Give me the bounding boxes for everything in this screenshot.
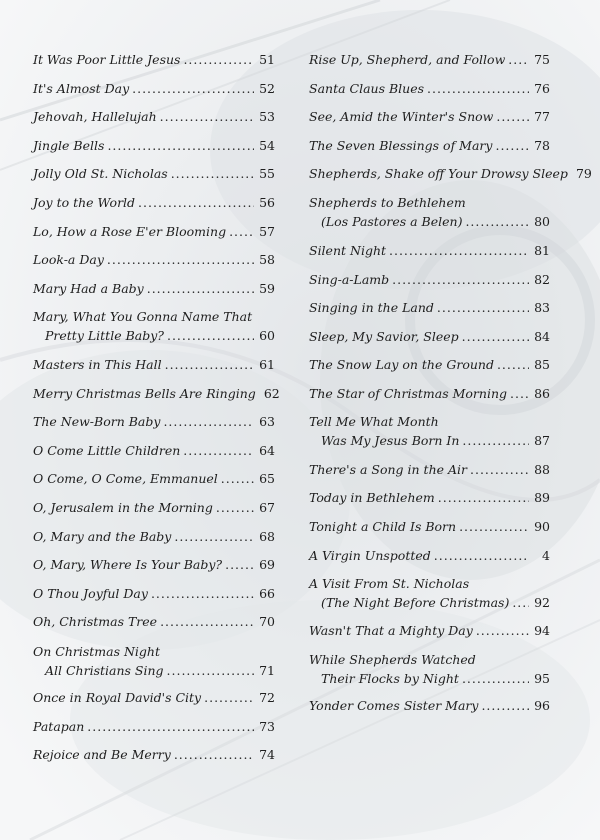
- entry-title-continued: (Los Pastores a Belen): [321, 214, 463, 229]
- toc-entry[interactable]: [33, 193, 275, 212]
- entry-title: A Visit From St. Nicholas: [309, 576, 470, 591]
- dot-leader: [462, 669, 529, 688]
- entry-title: Today in Bethlehem: [309, 490, 435, 505]
- toc-entry[interactable]: [309, 355, 550, 374]
- toc-entry[interactable]: [33, 441, 275, 460]
- toc-entry[interactable]: [309, 621, 550, 640]
- toc-entry[interactable]: [309, 327, 550, 346]
- entry-page-number: 66: [259, 586, 275, 601]
- entry-page-number: 92: [534, 595, 550, 610]
- dot-leader: [204, 688, 254, 707]
- entry-page-number: 76: [534, 81, 550, 96]
- entry-page-number: 95: [534, 671, 550, 686]
- toc-entry[interactable]: [309, 298, 550, 317]
- dot-leader: [434, 546, 529, 565]
- toc-entry[interactable]: [33, 469, 275, 488]
- dot-leader: [462, 431, 529, 450]
- toc-entry[interactable]: [309, 460, 550, 479]
- entry-title: Oh, Christmas Tree: [33, 614, 158, 629]
- entry-title: Wasn't That a Mighty Day: [309, 623, 473, 638]
- entry-page-number: 59: [259, 281, 275, 296]
- toc-entry[interactable]: [33, 222, 275, 241]
- entry-title: Yonder Comes Sister Mary: [309, 698, 479, 713]
- dot-leader: [221, 469, 254, 488]
- dot-leader: [160, 612, 254, 631]
- dot-leader: [389, 241, 529, 260]
- dot-leader: [459, 517, 529, 536]
- toc-entry[interactable]: [309, 270, 550, 289]
- toc-entry[interactable]: [309, 164, 592, 183]
- entry-page-number: 75: [534, 52, 550, 67]
- entry-title: O, Jerusalem in the Morning: [33, 500, 213, 515]
- dot-leader: [165, 355, 254, 374]
- toc-entry[interactable]: [33, 412, 275, 431]
- entry-title: O Come Little Children: [33, 443, 181, 458]
- toc-entry[interactable]: [33, 250, 275, 269]
- dot-leader: [147, 279, 254, 298]
- entry-page-number: 89: [534, 490, 550, 505]
- entry-title: Mary Had a Baby: [33, 281, 144, 296]
- dot-leader: [183, 50, 254, 69]
- entry-page-number: 74: [259, 747, 275, 762]
- entry-page-number: 57: [259, 224, 275, 239]
- dot-leader: [138, 193, 254, 212]
- dot-leader: [225, 555, 254, 574]
- entry-title: Rejoice and Be Merry: [33, 747, 171, 762]
- toc-entry[interactable]: [309, 517, 550, 536]
- toc-entry[interactable]: [309, 546, 550, 565]
- entry-title: The Snow Lay on the Ground: [309, 357, 494, 372]
- toc-entry[interactable]: [33, 355, 275, 374]
- dot-leader: [183, 441, 254, 460]
- entry-title: O, Mary, Where Is Your Baby?: [33, 557, 223, 572]
- entry-title: Once in Royal David's City: [33, 690, 202, 705]
- entry-page-number: 62: [263, 386, 280, 401]
- entry-title-continued: Pretty Little Baby?: [45, 328, 164, 343]
- entry-page-number: 58: [259, 252, 275, 267]
- toc-entry[interactable]: [33, 555, 275, 574]
- toc-entry[interactable]: [309, 79, 550, 98]
- entry-title: See, Amid the Winter's Snow: [309, 109, 494, 124]
- dot-leader: [160, 107, 254, 126]
- entry-title: Jingle Bells: [33, 138, 105, 153]
- dot-leader: [438, 488, 529, 507]
- dot-leader: [476, 621, 529, 640]
- toc-entry[interactable]: [33, 384, 280, 403]
- entry-page-number: 87: [534, 433, 550, 448]
- entry-title: The New-Born Baby: [33, 414, 161, 429]
- entry-title-continued: (The Night Before Christmas): [321, 595, 510, 610]
- entry-page-number: 73: [259, 719, 275, 734]
- entry-page-number: 88: [534, 462, 550, 477]
- entry-title: While Shepherds Watched: [309, 652, 476, 667]
- entry-page-number: 84: [534, 329, 550, 344]
- entry-page-number: 82: [534, 272, 550, 287]
- dot-leader: [470, 460, 529, 479]
- entry-page-number: 63: [259, 414, 275, 429]
- dot-leader: [427, 79, 529, 98]
- toc-entry[interactable]: [309, 107, 550, 126]
- entry-page-number: 77: [534, 109, 550, 124]
- entry-title: Rise Up, Shepherd, and Follow: [309, 52, 506, 67]
- toc-entry[interactable]: [309, 696, 550, 715]
- dot-leader: [167, 661, 254, 680]
- dot-leader: [216, 498, 254, 517]
- entry-title: It Was Poor Little Jesus: [33, 52, 181, 67]
- entry-title: Lo, How a Rose E'er Blooming: [33, 224, 227, 239]
- entry-page-number: 56: [259, 195, 275, 210]
- toc-entry[interactable]: [309, 412, 550, 450]
- entry-title: Joy to the World: [33, 195, 136, 210]
- dot-leader: [510, 384, 529, 403]
- entry-title: It's Almost Day: [33, 81, 130, 96]
- toc-entry[interactable]: [309, 136, 550, 155]
- dot-leader: [481, 696, 529, 715]
- entry-page-number: 54: [259, 138, 275, 153]
- entry-title: Shepherds, Shake off Your Drowsy Sleep: [309, 166, 568, 181]
- toc-entry[interactable]: [309, 241, 550, 260]
- toc-entry[interactable]: [33, 498, 275, 517]
- dot-leader: [508, 50, 529, 69]
- entry-page-number: 83: [534, 300, 550, 315]
- entry-page-number: 67: [259, 500, 275, 515]
- entry-title: O, Mary and the Baby: [33, 529, 172, 544]
- dot-leader: [174, 745, 254, 764]
- entry-title: O Come, O Come, Emmanuel: [33, 471, 218, 486]
- entry-title: O Thou Joyful Day: [33, 586, 148, 601]
- entry-title: The Star of Christmas Morning: [309, 386, 507, 401]
- toc-entry[interactable]: [33, 527, 275, 546]
- dot-leader: [392, 270, 529, 289]
- entry-page-number: 61: [259, 357, 275, 372]
- entry-title: Singing in the Land: [309, 300, 434, 315]
- dot-leader: [132, 79, 254, 98]
- entry-page-number: 86: [534, 386, 550, 401]
- entry-title: There's a Song in the Air: [309, 462, 467, 477]
- dot-leader: [151, 584, 254, 603]
- dot-leader: [497, 355, 529, 374]
- entry-title-continued: Was My Jesus Born In: [321, 433, 460, 448]
- toc-entry[interactable]: [33, 279, 275, 298]
- entry-title: Tonight a Child Is Born: [309, 519, 457, 534]
- entry-title: Sing-a-Lamb: [309, 272, 390, 287]
- toc-entry[interactable]: [33, 164, 275, 183]
- entry-title-continued: All Christians Sing: [45, 663, 164, 678]
- entry-title: Jolly Old St. Nicholas: [33, 166, 168, 181]
- toc-entry[interactable]: [33, 688, 275, 707]
- dot-leader: [163, 412, 254, 431]
- entry-page-number: 85: [534, 357, 550, 372]
- toc-entry[interactable]: [33, 717, 275, 736]
- entry-page-number: 64: [259, 443, 275, 458]
- dot-leader: [167, 326, 254, 345]
- toc-entry[interactable]: [309, 488, 550, 507]
- entry-page-number: 55: [259, 166, 275, 181]
- entry-page-number: 81: [534, 243, 550, 258]
- entry-page-number: 79: [575, 166, 592, 181]
- dot-leader: [495, 136, 529, 155]
- entry-page-number: 94: [534, 623, 550, 638]
- entry-title: Silent Night: [309, 243, 387, 258]
- entry-page-number: 78: [534, 138, 550, 153]
- dot-leader: [107, 250, 254, 269]
- entry-title: The Seven Blessings of Mary: [309, 138, 493, 153]
- dot-leader: [437, 298, 529, 317]
- toc-entry[interactable]: [309, 50, 550, 69]
- toc-entry[interactable]: [309, 384, 550, 403]
- toc-entry[interactable]: [33, 50, 275, 69]
- dot-leader: [512, 593, 529, 612]
- entry-title: Look-a Day: [33, 252, 104, 267]
- toc-entry[interactable]: [33, 642, 275, 680]
- entry-page-number: 90: [534, 519, 550, 534]
- entry-page-number: 71: [259, 663, 275, 678]
- dot-leader: [496, 107, 529, 126]
- entry-title: Patapan: [33, 719, 85, 734]
- entry-page-number: 52: [259, 81, 275, 96]
- dot-leader: [462, 327, 529, 346]
- entry-page-number: 68: [259, 529, 275, 544]
- entry-page-number: 80: [534, 214, 550, 229]
- entry-title: On Christmas Night: [33, 644, 161, 659]
- entry-page-number: 65: [259, 471, 275, 486]
- toc-entry[interactable]: [33, 107, 275, 126]
- entry-title: Jehovah, Hallelujah: [33, 109, 157, 124]
- entry-page-number: 96: [534, 698, 550, 713]
- toc-entry[interactable]: [309, 193, 550, 231]
- entry-page-number: 53: [259, 109, 275, 124]
- toc-entry[interactable]: [33, 745, 275, 764]
- entry-title: Shepherds to Bethlehem: [309, 195, 466, 210]
- entry-title: Santa Claus Blues: [309, 81, 425, 96]
- toc-entry[interactable]: [33, 612, 275, 631]
- toc-entry[interactable]: [33, 307, 275, 345]
- toc-entry[interactable]: [33, 79, 275, 98]
- dot-leader: [465, 212, 529, 231]
- dot-leader: [107, 136, 254, 155]
- entry-page-number: 4: [542, 548, 550, 563]
- entry-page-number: 60: [259, 328, 275, 343]
- entry-title: A Virgin Unspotted: [309, 548, 431, 563]
- entry-title: Tell Me What Month: [309, 414, 439, 429]
- toc-entry[interactable]: [309, 574, 550, 612]
- dot-leader: [171, 164, 254, 183]
- dot-leader: [174, 527, 254, 546]
- dot-leader: [229, 222, 254, 241]
- entry-title: Mary, What You Gonna Name That: [33, 309, 253, 324]
- entry-page-number: 70: [259, 614, 275, 629]
- toc-entry[interactable]: [309, 650, 550, 688]
- entry-title: Sleep, My Savior, Sleep: [309, 329, 459, 344]
- dot-leader: [87, 717, 254, 736]
- entry-title-continued: Their Flocks by Night: [321, 671, 459, 686]
- entry-title: Masters in This Hall: [33, 357, 162, 372]
- entry-page-number: 51: [259, 52, 275, 67]
- entry-page-number: 69: [259, 557, 275, 572]
- toc-entry[interactable]: [33, 136, 275, 155]
- toc-entry[interactable]: [33, 584, 275, 603]
- entry-title: Merry Christmas Bells Are Ringing: [33, 386, 256, 401]
- entry-page-number: 72: [259, 690, 275, 705]
